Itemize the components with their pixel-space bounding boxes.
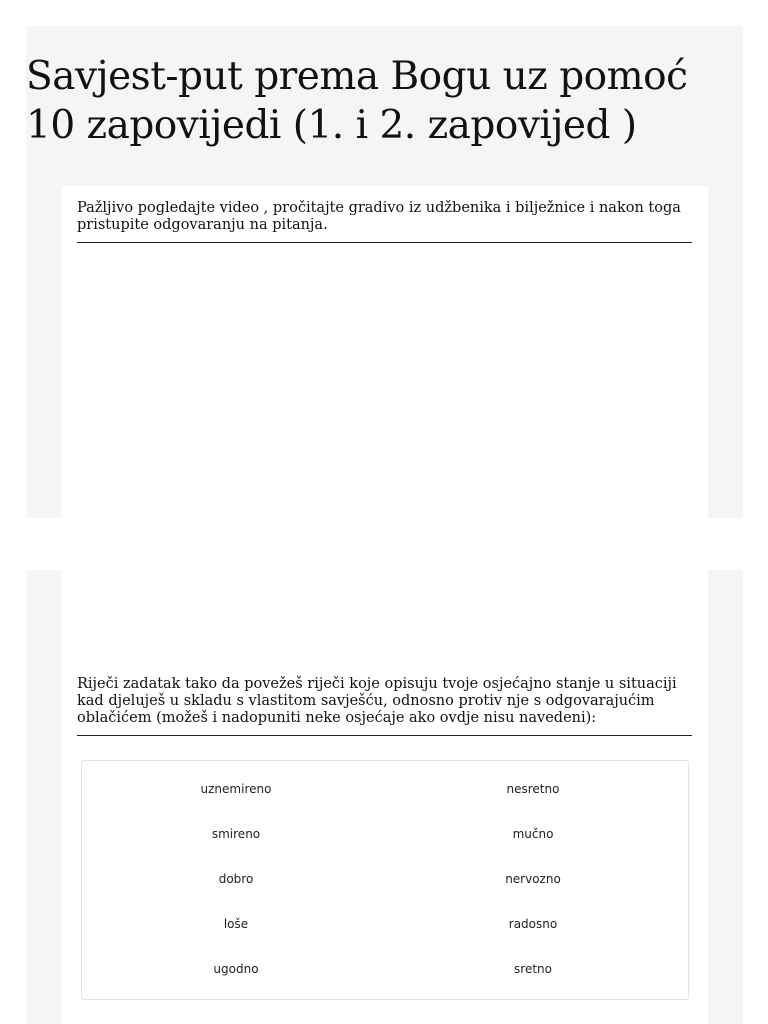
match-item-right[interactable]: radosno (508, 917, 558, 931)
video-instructions: Pažljivo pogledajte video , pročitajte gradivo iz udžbenika i bilježnice i nakon toga pristupite odgovaranju na pitanja. (77, 200, 692, 243)
matching-column-left (136, 777, 336, 1002)
matching-box (81, 760, 689, 1000)
match-item-right[interactable]: nesretno (506, 782, 560, 796)
matching-column-right (433, 777, 633, 1002)
match-item-left[interactable]: smireno (211, 827, 261, 841)
page-title: Savjest-put prema Bogu uz pomoć 10 zapovijedi (1. i 2. zapovijed ) (26, 54, 688, 148)
match-item-left[interactable]: uznemireno (200, 782, 272, 796)
match-item-right[interactable]: nervozno (505, 872, 561, 886)
match-item-right[interactable]: sretno (514, 962, 552, 976)
video-embed-area[interactable] (77, 248, 692, 498)
matching-instructions: Riječi zadatak tako da povežeš riječi koje opisuju tvoje osjećajno stanje u situaciji kad djeluješ u skladu s vlastitom savješću, odnosno protiv nje s odgovarajućim oblačićem (možeš i nadopuniti neke osjećaje ako ovdje nisu navedeni): (77, 676, 692, 736)
matching-task-card (62, 570, 708, 1024)
match-item-left[interactable]: loše (223, 917, 249, 931)
match-item-left[interactable]: ugodno (213, 962, 259, 976)
match-item-right[interactable]: mučno (512, 827, 554, 841)
match-item-left[interactable]: dobro (218, 872, 254, 886)
video-task-card (62, 186, 708, 518)
